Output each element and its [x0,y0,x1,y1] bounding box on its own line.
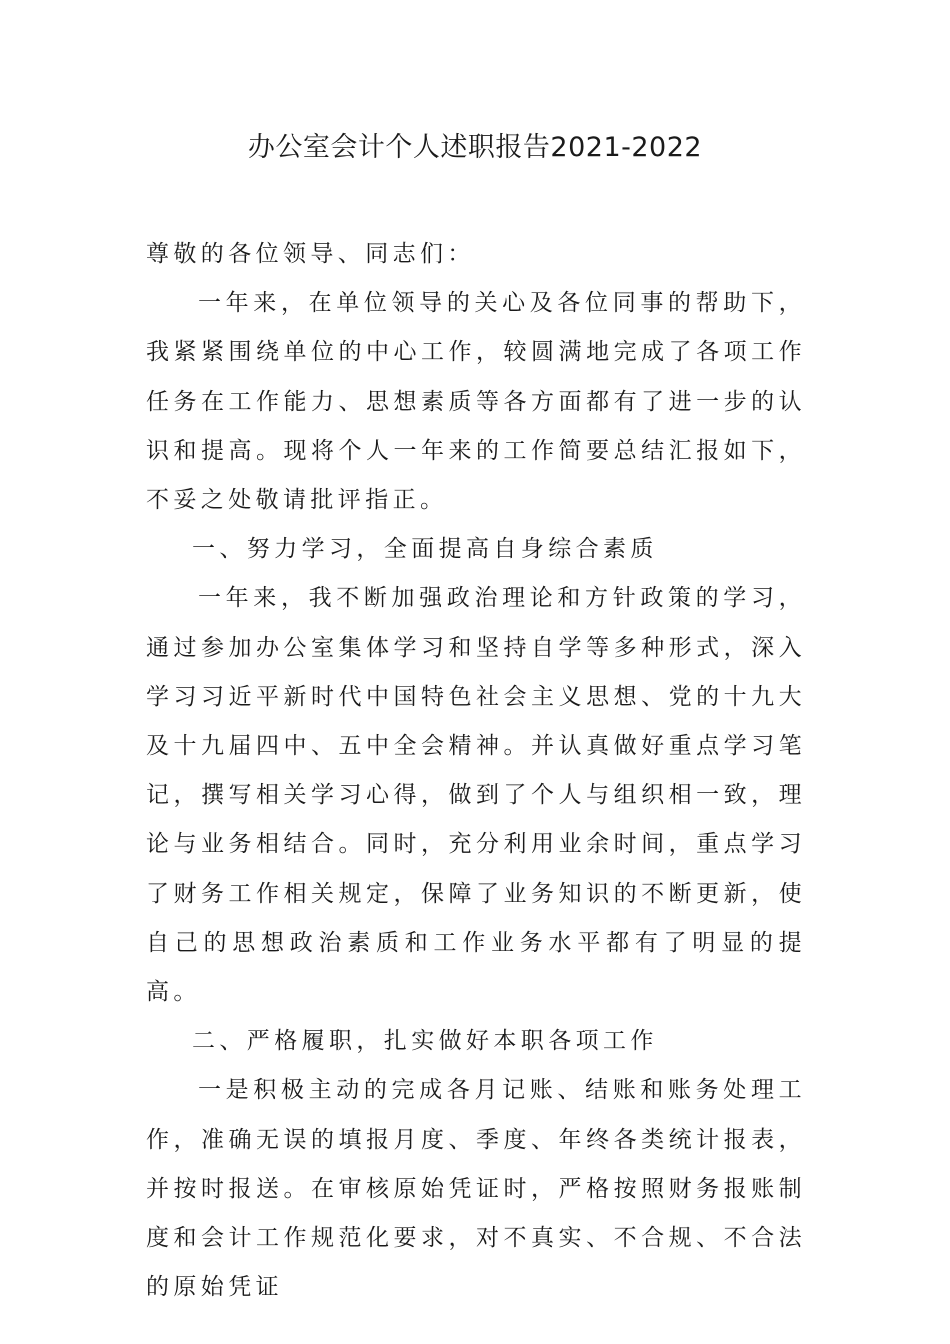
section-heading-1: 一、努力学习，全面提高自身综合素质 [192,536,658,563]
section-2-paragraph: 一是积极主动的完成各月记账、结账和账务处理工作，准确无误的填报月度、季度、年终各类统计报表，并按时报送。在审核原始凭证时，严格按照财务报账制度和会计工作规范化要求，对不真实、不合规、不合法的原始凭证 [146,1077,806,1301]
section-1-paragraph: 一年来，我不断加强政治理论和方针政策的学习，通过参加办公室集体学习和坚持自学等多种形式，深入学习习近平新时代中国特色社会主义思想、党的十九大及十九届四中、五中全会精神。并认真做好重点学习笔记，撰写相关学习心得，做到了个人与组织相一致，理论与业务相结合。同时，充分利用业余时间，重点学习了财务工作相关规定，保障了业务知识的不断更新，使自己的思想政治素质和工作业务水平都有了明显的提高。 [146,585,806,1006]
salutation: 尊敬的各位领导、同志们： [146,241,475,267]
section-heading-2: 二、严格履职，扎实做好本职各项工作 [192,1028,658,1055]
intro-paragraph: 一年来，在单位领导的关心及各位同事的帮助下，我紧紧围绕单位的中心工作，较圆满地完成了各项工作任务在工作能力、思想素质等各方面都有了进一步的认识和提高。现将个人一年来的工作简要总结汇报如下，不妥之处敬请批评指正。 [146,290,806,514]
document-body [146,230,806,1312]
document-title: 办公室会计个人述职报告2021-2022 [247,132,703,163]
